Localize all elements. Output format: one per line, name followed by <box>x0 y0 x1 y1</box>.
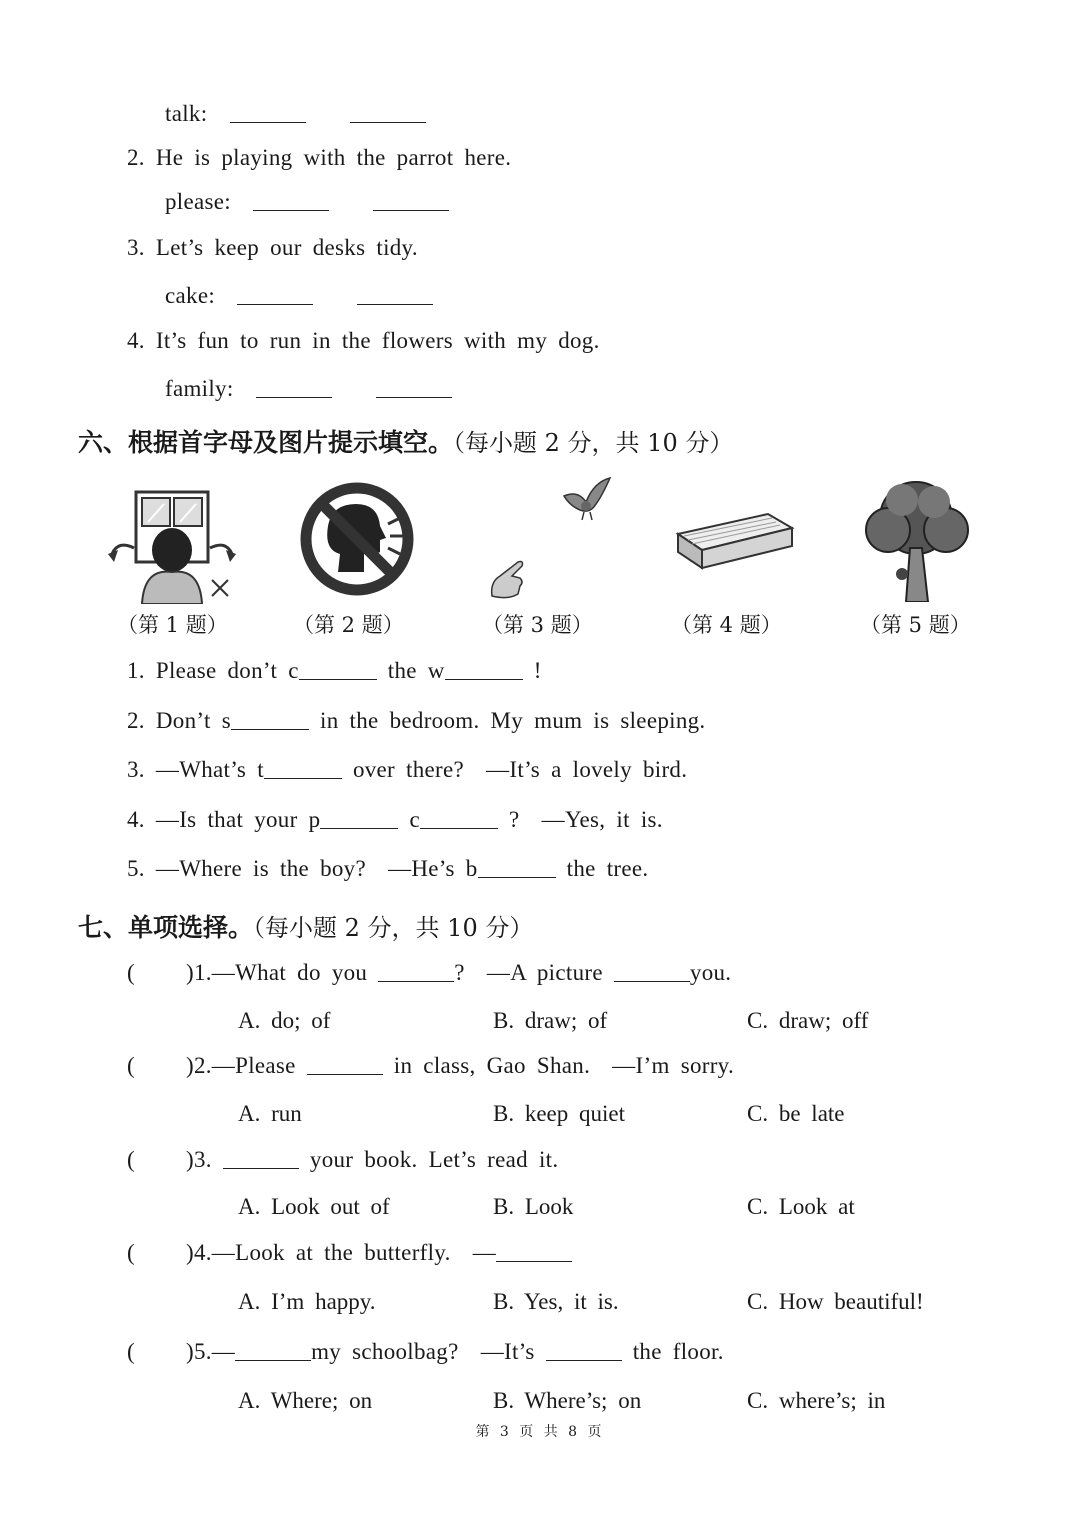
s6-q2: 2. Don’t s in the bedroom. My mum is sleeping. <box>127 708 706 733</box>
answer-blank[interactable] <box>614 980 690 982</box>
answer-blank[interactable] <box>256 396 332 398</box>
window-girl-picture <box>108 488 240 604</box>
answer-blank[interactable] <box>264 777 342 779</box>
answer-blank[interactable] <box>231 728 309 730</box>
picture-caption-4: （第 4 题） <box>671 613 782 637</box>
picture-caption-2: （第 2 题） <box>293 613 404 637</box>
mc-q2: )2.—Please in class, Gao Shan. —I’m sorry. <box>186 1053 735 1078</box>
mc-q5-option-a[interactable]: A. Where; on <box>238 1388 373 1413</box>
s6-q4: 4. —Is that your p c ? —Yes, it is. <box>127 807 663 832</box>
pointing-hand-picture <box>488 556 532 600</box>
picture-caption-3: （第 3 题） <box>482 613 593 637</box>
answer-blank[interactable] <box>496 1260 572 1262</box>
q2-sentence: 2. He is playing with the parrot here. <box>127 145 512 170</box>
answer-blank[interactable] <box>320 827 398 829</box>
mc-q4-option-b[interactable]: B. Yes, it is. <box>493 1289 619 1314</box>
answer-blank[interactable] <box>350 121 426 123</box>
answer-blank[interactable] <box>237 303 313 305</box>
mc-q2-option-b[interactable]: B. keep quiet <box>493 1101 625 1126</box>
section7-title: 七、单项选择。（每小题 2 分，共 10 分） <box>78 913 534 942</box>
answer-blank[interactable] <box>253 209 329 211</box>
answer-blank[interactable] <box>357 303 433 305</box>
mc-q4: )4.—Look at the butterfly. — <box>186 1240 572 1266</box>
mc-q4-option-a[interactable]: A. I’m happy. <box>238 1289 376 1314</box>
answer-blank[interactable] <box>420 827 498 829</box>
page-number: 第 3 页 共 8 页 <box>475 1424 605 1440</box>
section6-title: 六、根据首字母及图片提示填空。（每小题 2 分，共 10 分） <box>78 428 734 457</box>
mc-q5-option-b[interactable]: B. Where’s; on <box>493 1388 642 1413</box>
tree-boy-picture <box>862 478 972 602</box>
mc-q3-option-a[interactable]: A. Look out of <box>238 1194 390 1219</box>
mc-q1-option-b[interactable]: B. draw; of <box>493 1008 608 1033</box>
q2-word-line: please: <box>165 189 449 215</box>
mc-q1-option-a[interactable]: A. do; of <box>238 1008 331 1033</box>
mc-q3-option-c[interactable]: C. Look at <box>747 1194 855 1219</box>
mc-q2-option-a[interactable]: A. run <box>238 1101 302 1126</box>
q4-word-line: family: <box>165 376 452 402</box>
q4-sentence: 4. It’s fun to run in the flowers with my dog. <box>127 328 600 353</box>
answer-blank[interactable] <box>299 678 377 680</box>
mc-q5: )5.— my schoolbag? —It’s the floor. <box>186 1339 724 1364</box>
s6-q5: 5. —Where is the boy? —He’s b the tree. <box>127 856 649 881</box>
answer-blank[interactable] <box>546 1359 622 1361</box>
mc-q3-option-b[interactable]: B. Look <box>493 1194 574 1219</box>
answer-blank[interactable] <box>378 980 454 982</box>
mc-paren[interactable]: ( <box>127 1240 135 1265</box>
mc-paren[interactable]: ( <box>127 1147 135 1172</box>
mc-q3: )3. your book. Let’s read it. <box>186 1147 559 1172</box>
mc-q1-option-c[interactable]: C. draw; off <box>747 1008 869 1033</box>
q1-word-line: talk: <box>165 101 426 127</box>
mc-q5-option-c[interactable]: C. where’s; in <box>747 1388 886 1413</box>
picture-caption-5: （第 5 题） <box>860 613 971 637</box>
pencil-case-picture <box>672 508 796 570</box>
mc-paren[interactable]: ( <box>127 1339 135 1364</box>
mc-paren[interactable]: ( <box>127 1053 135 1078</box>
answer-blank[interactable] <box>230 121 306 123</box>
mc-q4-option-c[interactable]: C. How beautiful! <box>747 1289 924 1314</box>
answer-blank[interactable] <box>235 1359 311 1361</box>
answer-blank[interactable] <box>478 876 556 878</box>
answer-blank[interactable] <box>445 678 523 680</box>
mc-paren[interactable]: ( <box>127 960 135 985</box>
section6-score: （每小题 2 分，共 10 分） <box>453 429 734 457</box>
s6-q3: 3. —What’s t over there? —It’s a lovely bird. <box>127 757 688 782</box>
answer-blank[interactable] <box>376 396 452 398</box>
answer-blank[interactable] <box>307 1073 383 1075</box>
q3-word-line: cake: <box>165 283 433 309</box>
mc-q1: )1.—What do you ? —A picture you. <box>186 960 732 985</box>
picture-caption-1: （第 1 题） <box>117 613 228 637</box>
q3-sentence: 3. Let’s keep our desks tidy. <box>127 235 418 260</box>
answer-blank[interactable] <box>223 1167 299 1169</box>
section7-score: （每小题 2 分，共 10 分） <box>253 914 534 942</box>
answer-blank[interactable] <box>373 209 449 211</box>
no-speaking-sign-picture <box>298 480 416 598</box>
bird-picture <box>560 476 616 522</box>
mc-q2-option-c[interactable]: C. be late <box>747 1101 845 1126</box>
s6-q1: 1. Please don’t c the w ! <box>127 658 542 683</box>
